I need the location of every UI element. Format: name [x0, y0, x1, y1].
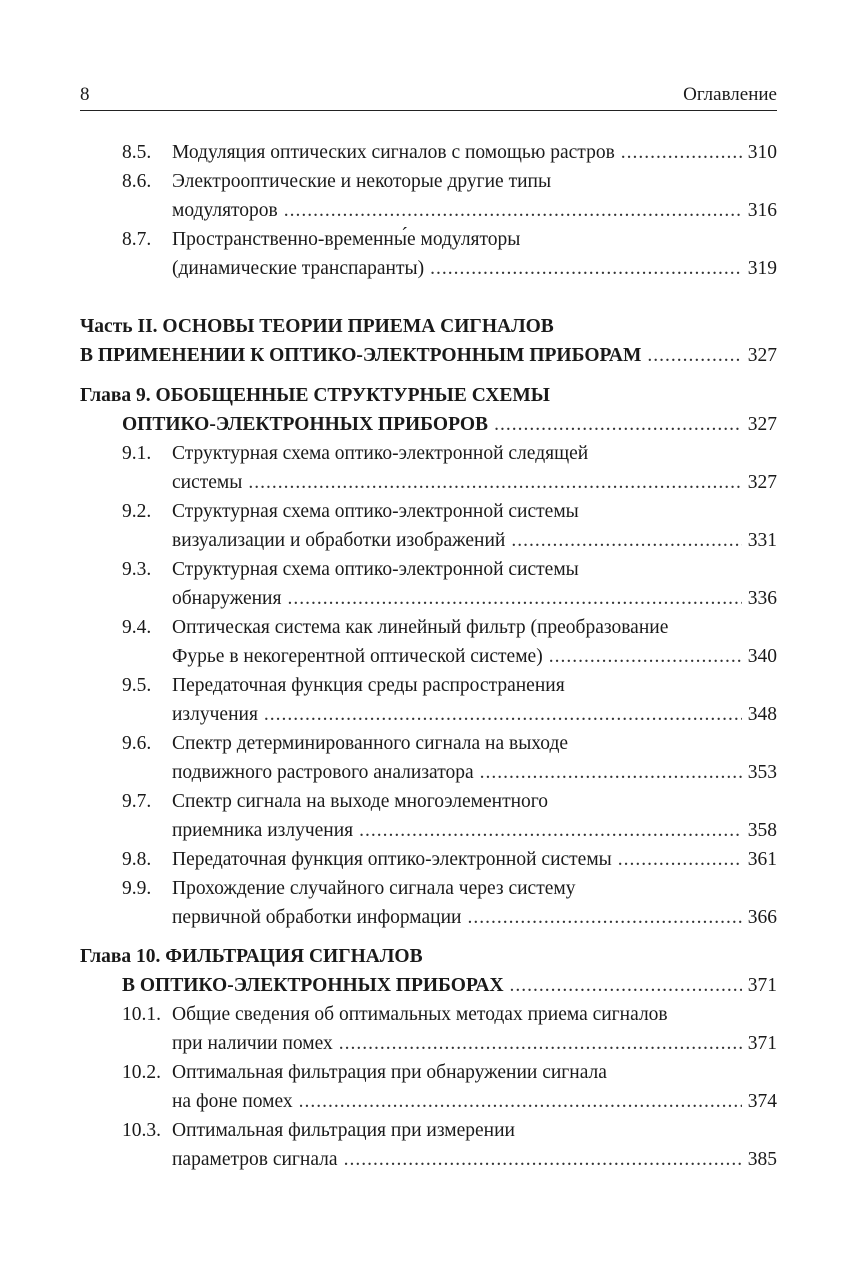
dot-leader — [510, 972, 742, 1000]
dot-leader — [467, 904, 741, 932]
toc-entry-line — [0, 614, 857, 642]
entry-title: подвижного растрового анализатора — [172, 762, 474, 783]
dot-leader — [344, 1146, 742, 1174]
entry-title: Общие сведения об оптимальных методах приема сигналов — [172, 1004, 668, 1025]
running-title: Оглавление — [683, 84, 777, 105]
entry-page-number: 310 — [747, 142, 777, 163]
toc-entry-line — [0, 440, 857, 468]
entry-title: Структурная схема оптико-электронной системы — [172, 559, 579, 580]
entry-title: В ОПТИКО-ЭЛЕКТРОННЫХ ПРИБОРАХ — [122, 975, 504, 996]
section-number: 8.6. — [122, 171, 152, 192]
entry-page-number: 331 — [747, 530, 777, 551]
toc-entry-line — [0, 139, 857, 167]
entry-page-number: 348 — [747, 704, 777, 725]
dot-leader — [264, 701, 742, 729]
toc-entry-line — [0, 1146, 857, 1174]
entry-title: на фоне помех — [172, 1091, 293, 1112]
part-heading — [0, 342, 857, 370]
entry-page-number: 366 — [747, 907, 777, 928]
dot-leader — [359, 817, 742, 845]
toc-entry-line — [0, 672, 857, 700]
toc-entry-line — [0, 1059, 857, 1087]
entry-page-number: 327 — [747, 472, 777, 493]
entry-title: (динамические транспаранты) — [172, 258, 425, 279]
entry-title: В ПРИМЕНЕНИИ К ОПТИКО-ЭЛЕКТРОННЫМ ПРИБОРАМ — [80, 345, 642, 366]
entry-title: приемника излучения — [172, 820, 354, 841]
entry-title: Прохождение случайного сигнала через систему — [172, 878, 576, 899]
entry-title: модуляторов — [172, 200, 278, 221]
entry-title: Структурная схема оптико-электронной следящей — [172, 443, 589, 464]
dot-leader — [284, 197, 742, 225]
toc-entry-line — [0, 226, 857, 254]
dot-leader — [339, 1030, 742, 1058]
section-number: 9.9. — [122, 878, 152, 899]
entry-title: Оптимальная фильтрация при измерении — [172, 1120, 515, 1141]
entry-page-number: 336 — [747, 588, 777, 609]
entry-page-number: 353 — [747, 762, 777, 783]
toc-entry-line — [0, 904, 857, 932]
toc-entry-line — [0, 1030, 857, 1058]
toc-entry-line — [0, 701, 857, 729]
dot-leader — [287, 585, 741, 613]
entry-title: Спектр сигнала на выходе многоэлементного — [172, 791, 549, 812]
entry-page-number: 327 — [747, 414, 777, 435]
entry-title: Фурье в некогерентной оптической системе) — [172, 646, 543, 667]
entry-title: параметров сигнала — [172, 1149, 338, 1170]
toc-entry-line — [0, 1001, 857, 1029]
entry-page-number: 327 — [747, 345, 777, 366]
toc-entry-line — [0, 1117, 857, 1145]
toc-entry-line — [0, 759, 857, 787]
entry-title: Структурная схема оптико-электронной системы — [172, 501, 579, 522]
entry-title: Модуляция оптических сигналов с помощью растров — [172, 142, 615, 163]
entry-title: Спектр детерминированного сигнала на выходе — [172, 733, 569, 754]
dot-leader — [494, 411, 742, 439]
section-number: 9.5. — [122, 675, 152, 696]
dot-leader — [647, 342, 741, 370]
entry-page-number: 361 — [747, 849, 777, 870]
toc-entry-line — [0, 585, 857, 613]
dot-leader — [618, 846, 742, 874]
section-number: 8.7. — [122, 229, 152, 250]
toc-entry-line — [0, 197, 857, 225]
entry-title: ОПТИКО-ЭЛЕКТРОННЫХ ПРИБОРОВ — [122, 414, 489, 435]
toc-entry-line — [0, 168, 857, 196]
dot-leader — [480, 759, 742, 787]
section-number: 9.8. — [122, 849, 152, 870]
section-number: 8.5. — [122, 142, 152, 163]
entry-page-number: 385 — [747, 1149, 777, 1170]
toc-entry-line — [0, 643, 857, 671]
entry-title: визуализации и обработки изображений — [172, 530, 506, 551]
dot-leader — [621, 139, 742, 167]
entry-page-number: 374 — [747, 1091, 777, 1112]
chapter-heading — [0, 943, 857, 971]
page-number: 8 — [80, 84, 90, 105]
entry-title: Электрооптические и некоторые другие типы — [172, 171, 552, 192]
entry-page-number: 319 — [747, 258, 777, 279]
toc-entry-line — [0, 1088, 857, 1116]
entry-page-number: 371 — [747, 1033, 777, 1054]
dot-leader — [511, 527, 741, 555]
entry-page-number: 371 — [747, 975, 777, 996]
toc-entry-line — [0, 469, 857, 497]
section-number: 9.1. — [122, 443, 152, 464]
dot-leader — [430, 255, 742, 283]
entry-title: обнаружения — [172, 588, 282, 609]
dot-leader — [248, 469, 741, 497]
section-number: 9.6. — [122, 733, 152, 754]
part-heading — [0, 313, 857, 341]
toc-entry-line — [0, 498, 857, 526]
section-number: 10.3. — [122, 1120, 161, 1141]
chapter-heading — [0, 382, 857, 410]
chapter-heading — [0, 411, 857, 439]
dot-leader — [299, 1088, 742, 1116]
entry-title: системы — [172, 472, 243, 493]
section-number: 9.3. — [122, 559, 152, 580]
dot-leader — [549, 643, 742, 671]
entry-title: излучения — [172, 704, 258, 725]
toc-entry-line — [0, 817, 857, 845]
entry-title: Оптическая система как линейный фильтр (преобразование — [172, 617, 669, 638]
section-number: 10.2. — [122, 1062, 161, 1083]
entry-page-number: 358 — [747, 820, 777, 841]
section-number: 9.2. — [122, 501, 152, 522]
toc-entry-line — [0, 527, 857, 555]
entry-page-number: 316 — [747, 200, 777, 221]
entry-title: Глава 9. ОБОБЩЕННЫЕ СТРУКТУРНЫЕ СХЕМЫ — [80, 385, 550, 406]
toc-entry-line — [0, 788, 857, 816]
toc-entry-line — [0, 255, 857, 283]
entry-page-number: 340 — [747, 646, 777, 667]
toc-entry-line — [0, 556, 857, 584]
entry-title: Часть II. ОСНОВЫ ТЕОРИИ ПРИЕМА СИГНАЛОВ — [80, 316, 554, 337]
entry-title: при наличии помех — [172, 1033, 333, 1054]
toc-entry-line — [0, 730, 857, 758]
section-number: 10.1. — [122, 1004, 161, 1025]
entry-title: Глава 10. ФИЛЬТРАЦИЯ СИГНАЛОВ — [80, 946, 423, 967]
toc-entry-line — [0, 875, 857, 903]
entry-title: Передаточная функция оптико-электронной системы — [172, 849, 612, 870]
section-number: 9.7. — [122, 791, 152, 812]
section-number: 9.4. — [122, 617, 152, 638]
entry-title: Пространственно-временны́е модуляторы — [172, 229, 521, 250]
toc-entry-line — [0, 846, 857, 874]
entry-title: Передаточная функция среды распространения — [172, 675, 565, 696]
entry-title: Оптимальная фильтрация при обнаружении сигнала — [172, 1062, 607, 1083]
chapter-heading — [0, 972, 857, 1000]
entry-title: первичной обработки информации — [172, 907, 462, 928]
